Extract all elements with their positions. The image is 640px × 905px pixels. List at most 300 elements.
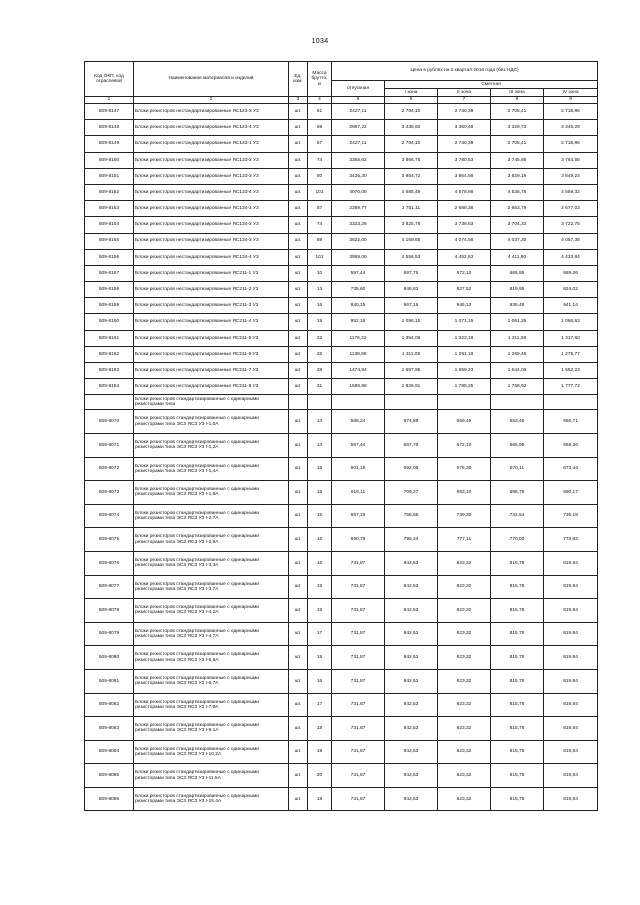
price-zone-3-cell: 2 663,79 [491,201,544,217]
unit-cell: шт. [289,346,308,362]
table-row [85,379,598,395]
price-zone-2-cell: 4 578,66 [438,184,491,200]
unit-cell: шт. [289,599,308,623]
price-zone-1-cell [385,395,438,410]
mass-cell: 19 [308,740,332,764]
okp-code-cell [85,395,134,410]
unit-cell: шт. [289,646,308,670]
price-zone-2-cell: 823,32 [438,599,491,623]
mass-cell: 20 [308,764,332,788]
price-zone-1-cell: 842,53 [385,575,438,599]
item-name-cell: Блоки резисторов стандартизированные с одинарными резисторами типа ЭСЗ ЯСЗ У3 I-3,3A [134,551,289,575]
table-row [85,669,598,693]
price-zone-3-cell: 2 705,41 [491,104,544,120]
unit-cell: шт. [289,265,308,281]
item-name-cell: Блоки резисторов нестандартизированные ЯС211-5 У3 [134,330,289,346]
table-row [85,201,598,217]
table-row [85,104,598,120]
item-name-cell: Блоки резисторов стандартизированные с одинарными резисторами типа ЭСЗ ЯСЗ У3 I-10,2A [134,740,289,764]
mass-cell: 18 [308,717,332,741]
price-zone-2-cell: 823,32 [438,764,491,788]
col-number: 5 [332,97,385,104]
unit-cell: шт. [289,104,308,120]
price-otpusk-cell: 597,44 [332,265,385,281]
okp-code-cell: 509-8074 [85,504,134,528]
item-name-cell: Блоки резисторов стандартизированные с одинарными резисторами типа ЭСЗ ЯСЗ У3 I-11,5A [134,764,289,788]
price-zone-2-cell: 3 360,48 [438,120,491,136]
unit-cell: шт. [289,693,308,717]
table-row [85,504,598,528]
price-zone-1-cell: 842,53 [385,717,438,741]
price-zone-4-cell: 819,84 [544,693,598,717]
price-zone-4-cell: 819,84 [544,599,598,623]
unit-cell: шт. [289,622,308,646]
price-zone-3-cell: 815,78 [491,622,544,646]
mass-cell: 15 [308,504,332,528]
mass-cell: 16 [308,528,332,552]
price-zone-2-cell: 1 659,23 [438,363,491,379]
table-row [85,410,598,434]
item-name-cell: Блоки резисторов стандартизированные с одинарными резисторами типа ЭСЗ ЯСЗ У3 I-9,1A [134,717,289,741]
price-otpusk-cell: 690,79 [332,528,385,552]
price-zone-1-cell: 687,76 [385,433,438,457]
unit-cell: шт. [289,249,308,265]
price-otpusk-cell: 1586,98 [332,379,385,395]
price-otpusk-cell: 731,87 [332,717,385,741]
price-zone-4-cell: 824,02 [544,282,598,298]
price-zone-1-cell: 2 751,11 [385,201,438,217]
price-zone-3-cell: 3 745,95 [491,152,544,168]
price-zone-4-cell: 2 718,86 [544,104,598,120]
mass-cell: 16 [308,669,332,693]
price-otpusk-cell: 735,60 [332,282,385,298]
price-zone-1-cell: 1 311,08 [385,346,438,362]
unit-cell: шт. [289,217,308,233]
item-name-cell: Блоки резисторов стандартизированные с одинарными резисторами типа ЭСЗ ЯСЗ У3 I-4,2A [134,599,289,623]
mass-cell: 18 [308,646,332,670]
price-otpusk-cell: 2389,77 [332,201,385,217]
price-otpusk-cell: 597,44 [332,433,385,457]
item-name-cell: Блоки резисторов нестандартизированные ЯС211-4 У3 [134,314,289,330]
okp-code-cell: 509-8072 [85,457,134,481]
col-number: 1 [85,97,134,104]
unit-cell: шт. [289,717,308,741]
price-zone-1-cell: 4 685,49 [385,184,438,200]
table-row [85,346,598,362]
mass-cell: 17 [308,693,332,717]
price-zone-3-cell: 1 311,08 [491,330,544,346]
price-zone-2-cell: 1 785,25 [438,379,491,395]
okp-code-cell: 509-8073 [85,481,134,505]
unit-cell: шт. [289,787,308,811]
table-row [85,787,598,811]
price-otpusk-cell: 731,87 [332,575,385,599]
price-zone-2-cell: 777,11 [438,528,491,552]
price-zone-1-cell: 3 825,78 [385,217,438,233]
price-zone-2-cell: 2 688,38 [438,201,491,217]
header-zone-4: IV зона [544,89,598,97]
table-row [85,740,598,764]
item-name-cell: Блоки резисторов нестандартизированные ЯС133-2 У3 [134,152,289,168]
price-zone-4-cell: 4 559,32 [544,184,598,200]
price-zone-3-cell: 1 061,35 [491,314,544,330]
unit-cell: шт. [289,528,308,552]
unit-cell: шт. [289,669,308,693]
price-zone-2-cell: 659,49 [438,410,491,434]
mass-cell: 57 [308,201,332,217]
table-row [85,330,598,346]
okp-code-cell: 509-8152 [85,184,134,200]
table-header [85,62,598,104]
mass-cell: 15 [308,481,332,505]
price-zone-1-cell: 3 954,72 [385,168,438,184]
price-zone-4-cell [544,395,598,410]
price-zone-4-cell: 819,84 [544,669,598,693]
price-zone-3-cell: 2 705,41 [491,136,544,152]
price-zone-1-cell: 709,27 [385,481,438,505]
item-name-cell: Блоки резисторов нестандартизированные ЯС211-8 У3 [134,379,289,395]
price-zone-4-cell: 1 317,60 [544,330,598,346]
price-zone-1-cell: 3 438,60 [385,120,438,136]
item-name-cell: Блоки резисторов стандартизированные с одинарными резисторами типа ЭСЗ ЯСЗ У3 I-1,0A [134,410,289,434]
price-zone-1-cell: 842,53 [385,646,438,670]
price-zone-4-cell: 3 722,75 [544,217,598,233]
price-zone-2-cell: 676,30 [438,457,491,481]
price-zone-2-cell: 739,30 [438,504,491,528]
item-name-cell: Блоки резисторов стандартизированные с одинарными резисторами типа ЭСЗ ЯСЗ У3 I-4,7A [134,622,289,646]
item-name-cell: Блоки резисторов стандартизированные с одинарными резисторами типа ЭСЗ ЯСЗ У3 I-1,8A [134,481,289,505]
price-zone-2-cell: 4 074,58 [438,233,491,249]
price-zone-3-cell: 3 329,73 [491,120,544,136]
price-zone-1-cell: 842,53 [385,764,438,788]
price-otpusk-cell: 3622,00 [332,233,385,249]
item-name-cell: Блоки резисторов нестандартизированные ЯС133-1 У3 [134,136,289,152]
price-zone-3-cell: 1 768,92 [491,379,544,395]
price-zone-4-cell: 1 652,23 [544,363,598,379]
okp-code-cell: 509-8161 [85,330,134,346]
mass-cell: 101 [308,184,332,200]
okp-code-cell: 509-8149 [85,136,134,152]
price-zone-3-cell: 3 829,19 [491,168,544,184]
price-zone-4-cell: 690,17 [544,481,598,505]
item-name-cell: Блоки резисторов нестандартизированные ЯС211-2 У3 [134,282,289,298]
table-row [85,168,598,184]
price-zone-4-cell: 773,83 [544,528,598,552]
price-zone-4-cell: 941,14 [544,298,598,314]
header-zone-1: I зона [385,89,438,97]
unit-cell: шт. [289,298,308,314]
table-row [85,217,598,233]
price-zone-1-cell: 687,76 [385,265,438,281]
table-row [85,433,598,457]
unit-cell: шт. [289,740,308,764]
price-otpusk-cell: 731,87 [332,787,385,811]
mass-cell: 15 [308,457,332,481]
price-otpusk-cell: 2427,11 [332,136,385,152]
okp-code-cell: 509-8085 [85,764,134,788]
unit-cell: шт. [289,136,308,152]
price-otpusk-cell: 3323,26 [332,217,385,233]
table-row [85,646,598,670]
item-name-cell: Блоки резисторов нестандартизированные ЯС134-1 У3 [134,201,289,217]
unit-cell: шт. [289,433,308,457]
price-zone-3-cell: 815,78 [491,575,544,599]
item-name-cell: Блоки резисторов нестандартизированные ЯС134-3 У3 [134,233,289,249]
price-otpusk-cell: 731,87 [332,764,385,788]
price-zone-3-cell: 4 037,30 [491,233,544,249]
okp-code-cell: 509-8156 [85,249,134,265]
item-name-cell: Блоки резисторов стандартизированные с одинарными резисторами типа ЭСЗ ЯСЗ У3 I-3,7A [134,575,289,599]
okp-code-cell: 509-8155 [85,233,134,249]
okp-code-cell: 509-8075 [85,528,134,552]
okp-code-cell: 509-8154 [85,217,134,233]
mass-cell: 13 [308,282,332,298]
mass-cell [308,395,332,410]
price-otpusk-cell [332,395,385,410]
price-zone-2-cell: 693,10 [438,481,491,505]
mass-cell: 88 [308,233,332,249]
mass-cell: 19 [308,314,332,330]
table-row [85,136,598,152]
price-zone-1-cell: 795,24 [385,528,438,552]
price-zone-2-cell: 823,32 [438,740,491,764]
price-otpusk-cell: 2967,22 [332,120,385,136]
mass-cell: 16 [308,551,332,575]
item-name-cell: Блоки резисторов нестандартизированные ЯС123-3 У3 [134,104,289,120]
price-zone-3-cell: 670,11 [491,457,544,481]
item-name-cell: Блоки резисторов стандартизированные с одинарными резисторами типа ЭСЗ ЯСЗ У3 I-2,7A [134,504,289,528]
unit-cell: шт. [289,120,308,136]
price-otpusk-cell: 1138,88 [332,346,385,362]
page-number: 1034 [311,38,329,45]
price-zone-4-cell: 4 057,38 [544,233,598,249]
item-name-cell: Блоки резисторов нестандартизированные ЯС133-4 У3 [134,184,289,200]
unit-cell: шт. [289,184,308,200]
unit-cell: шт. [289,363,308,379]
price-zone-4-cell: 656,71 [544,410,598,434]
price-otpusk-cell: 1474,94 [332,363,385,379]
col-number: 3 [289,97,308,104]
okp-code-cell: 509-8147 [85,104,134,120]
unit-cell: шт. [289,152,308,168]
table-row [85,363,598,379]
price-zone-3-cell: 936,49 [491,298,544,314]
price-zone-1-cell: 1 354,06 [385,330,438,346]
price-zone-1-cell: 674,88 [385,410,438,434]
mass-cell: 74 [308,152,332,168]
header-code: Код ОКП, код отраслевой [85,62,134,97]
item-name-cell: Блоки резисторов нестандартизированные ЯС134-2 У3 [134,217,289,233]
unit-cell: шт. [289,457,308,481]
table-row [85,457,598,481]
header-zone-3: III зона [491,89,544,97]
price-otpusk-cell: 601,18 [332,457,385,481]
price-zone-3-cell: 732,54 [491,504,544,528]
price-zone-2-cell: 827,52 [438,282,491,298]
price-zone-3-cell: 815,78 [491,764,544,788]
price-otpusk-cell: 3435,30 [332,168,385,184]
col-number: 2 [134,97,289,104]
price-zone-4-cell: 3 764,58 [544,152,598,168]
price-otpusk-cell: 586,24 [332,410,385,434]
mass-cell: 31 [308,379,332,395]
table-row [85,551,598,575]
price-zone-1-cell: 842,53 [385,787,438,811]
price-zone-1-cell: 842,53 [385,740,438,764]
price-zone-4-cell: 1 066,63 [544,314,598,330]
price-zone-2-cell: 1 281,18 [438,346,491,362]
item-name-cell: Блоки резисторов нестандартизированные ЯС133-3 У3 [134,168,289,184]
okp-code-cell: 509-8163 [85,363,134,379]
price-zone-2-cell: 823,32 [438,669,491,693]
okp-code-cell: 509-8077 [85,575,134,599]
price-zone-3-cell: 815,78 [491,693,544,717]
price-zone-3-cell: 686,76 [491,481,544,505]
mass-cell: 14 [308,410,332,434]
price-zone-2-cell: 4 452,63 [438,249,491,265]
price-otpusk-cell: 731,87 [332,646,385,670]
item-name-cell: Блоки резисторов стандартизированные с одинарными резисторами типа ЭСЗ ЯСЗ У3 I-1,2A [134,433,289,457]
price-otpusk-cell: 731,87 [332,551,385,575]
mass-cell: 101 [308,249,332,265]
price-zone-4-cell: 3 849,24 [544,168,598,184]
okp-code-cell: 509-8082 [85,693,134,717]
table-row [85,249,598,265]
price-zone-4-cell: 2 677,03 [544,201,598,217]
price-otpusk-cell: 731,87 [332,599,385,623]
price-table [84,61,598,811]
col-number: 6 [385,97,438,104]
price-otpusk-cell: 731,87 [332,622,385,646]
price-zone-4-cell: 819,84 [544,740,598,764]
okp-code-cell: 509-8086 [85,787,134,811]
unit-cell: шт. [289,575,308,599]
price-zone-2-cell: 1 323,19 [438,330,491,346]
price-otpusk-cell: 840,15 [332,298,385,314]
price-zone-1-cell: 4 169,65 [385,233,438,249]
price-zone-3-cell: 665,95 [491,433,544,457]
price-otpusk-cell: 1176,22 [332,330,385,346]
price-zone-4-cell: 669,26 [544,265,598,281]
mass-cell: 18 [308,787,332,811]
price-zone-3-cell: 815,78 [491,646,544,670]
col-number: 4 [308,97,332,104]
price-zone-4-cell: 819,84 [544,717,598,741]
price-zone-2-cell: 2 730,39 [438,104,491,120]
unit-cell: шт. [289,168,308,184]
item-name-cell: Блоки резисторов стандартизированные с одинарными резисторами типа [134,395,289,410]
table-row [85,717,598,741]
okp-code-cell: 509-8153 [85,201,134,217]
price-zone-2-cell: 823,32 [438,622,491,646]
price-zone-3-cell: 4 411,90 [491,249,544,265]
price-otpusk-cell: 2427,11 [332,104,385,120]
price-zone-4-cell: 819,84 [544,764,598,788]
header-zone-2: II зона [438,89,491,97]
price-zone-1-cell: 846,83 [385,282,438,298]
price-zone-2-cell: 3 738,53 [438,217,491,233]
item-name-cell: Блоки резисторов стандартизированные с одинарными резисторами типа ЭСЗ ЯСЗ У3 I-2,9A [134,528,289,552]
mass-cell: 69 [308,120,332,136]
table-row [85,622,598,646]
price-zone-1-cell: 842,53 [385,669,438,693]
price-zone-3-cell: 653,45 [491,410,544,434]
price-zone-2-cell: 823,32 [438,646,491,670]
price-zone-4-cell: 819,84 [544,551,598,575]
table-row [85,282,598,298]
price-zone-4-cell: 2 718,86 [544,136,598,152]
okp-code-cell: 509-8160 [85,314,134,330]
price-zone-3-cell: 4 536,76 [491,184,544,200]
price-zone-3-cell: 815,78 [491,787,544,811]
price-otpusk-cell: 952,16 [332,314,385,330]
price-zone-3-cell: 770,00 [491,528,544,552]
mass-cell: 22 [308,330,332,346]
price-zone-3-cell: 1 269,46 [491,346,544,362]
table-row [85,575,598,599]
table-row [85,481,598,505]
price-zone-2-cell: 672,10 [438,265,491,281]
okp-code-cell: 509-8083 [85,717,134,741]
unit-cell [289,395,308,410]
table-body [85,104,598,811]
mass-cell: 25 [308,346,332,362]
price-zone-4-cell: 3 346,29 [544,120,598,136]
okp-code-cell: 509-8078 [85,599,134,623]
unit-cell: шт. [289,481,308,505]
table-row [85,233,598,249]
okp-code-cell: 509-8162 [85,346,134,362]
unit-cell: шт. [289,282,308,298]
item-name-cell: Блоки резисторов нестандартизированные ЯС123-4 У3 [134,120,289,136]
section-heading-row [85,395,598,410]
price-zone-2-cell: 672,10 [438,433,491,457]
price-zone-4-cell: 819,84 [544,646,598,670]
okp-code-cell: 509-8150 [85,152,134,168]
price-zone-2-cell: 3 780,53 [438,152,491,168]
price-zone-2-cell: 823,32 [438,575,491,599]
price-zone-1-cell: 842,53 [385,551,438,575]
price-zone-2-cell: 823,32 [438,551,491,575]
item-name-cell: Блоки резисторов стандартизированные с одинарными резисторами типа ЭСЗ ЯСЗ У3 I-1,4A [134,457,289,481]
price-zone-4-cell: 669,26 [544,433,598,457]
mass-cell: 57 [308,136,332,152]
item-name-cell: Блоки резисторов нестандартизированные ЯС134-4 У3 [134,249,289,265]
mass-cell: 74 [308,217,332,233]
price-zone-4-cell: 736,18 [544,504,598,528]
price-zone-3-cell: 815,78 [491,740,544,764]
price-zone-4-cell: 1 275,77 [544,346,598,362]
price-zone-3-cell [491,395,544,410]
price-zone-4-cell: 819,84 [544,575,598,599]
mass-cell: 16 [308,599,332,623]
mass-cell: 14 [308,433,332,457]
mass-cell: 16 [308,575,332,599]
price-zone-1-cell: 1 096,15 [385,314,438,330]
item-name-cell: Блоки резисторов нестандартизированные ЯС211-1 У3 [134,265,289,281]
unit-cell: шт. [289,314,308,330]
price-zone-3-cell: 819,95 [491,282,544,298]
price-otpusk-cell: 3365,62 [332,152,385,168]
item-name-cell: Блоки резисторов нестандартизированные ЯС211-7 У3 [134,363,289,379]
unit-cell: шт. [289,551,308,575]
unit-cell: шт. [289,233,308,249]
price-zone-1-cell: 842,53 [385,599,438,623]
header-name: Наименование материалов и изделий [134,62,289,97]
table-row [85,528,598,552]
header-smetnaya: Сметная [385,81,598,89]
col-number: 8 [491,97,544,104]
